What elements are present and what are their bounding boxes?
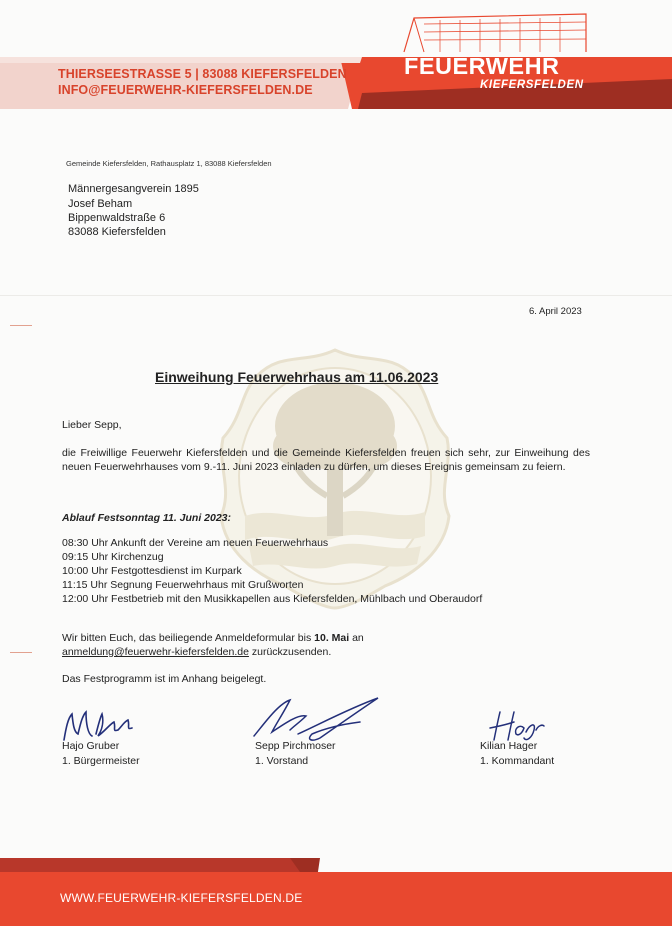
fire-station-logo-icon — [400, 10, 590, 54]
invitation-paragraph: die Freiwillige Feuerwehr Kiefersfelden und die Gemeinde Kiefersfelden freuen sich sehr, zur Einweihung des neuen Feuerwehrhauses vom 9.-11. Juni 2023 einladen zu dürfen, um dieses Ereignis gemeinsam zu feiern. — [62, 447, 590, 473]
signatory-role: 1. Bürgermeister — [62, 755, 140, 767]
schedule-item: 11:15 Uhr Segnung Feuerwehrhaus mit Grußworten — [62, 579, 304, 591]
crest-watermark-icon — [215, 346, 455, 611]
request-line-2 — [62, 646, 331, 658]
header-address: THIERSEESTRASSE 5 | 83088 KIEFERSFELDEN — [58, 67, 347, 81]
request-deadline: 10. Mai — [314, 632, 350, 644]
fold-line — [0, 295, 672, 296]
request-text-1: Wir bitten Euch, das beiliegende Anmeldeformular bis — [62, 632, 315, 644]
recipient-line-4: 83088 Kiefersfelden — [68, 226, 166, 238]
salutation: Lieber Sepp, — [62, 419, 122, 431]
recipient-line-3: Bippenwaldstraße 6 — [68, 212, 166, 224]
logo-subtitle: KIEFERSFELDEN — [480, 79, 584, 91]
attachment-note: Das Festprogramm ist im Anhang beigelegt. — [62, 673, 267, 685]
signatory-role: 1. Vorstand — [255, 755, 309, 767]
signature-hager-icon — [484, 708, 546, 744]
signatory-name: Sepp Pirchmoser — [255, 740, 336, 752]
signature-pirchmoser-icon — [250, 694, 385, 746]
schedule-item: 08:30 Uhr Ankunft der Vereine am neuen Feuerwehrhaus — [62, 537, 329, 549]
header-email: INFO@FEUERWEHR-KIEFERSFELDEN.DE — [58, 83, 313, 97]
schedule-item: 10:00 Uhr Festgottesdienst im Kurpark — [62, 565, 242, 577]
recipient-line-1: Männergesangverein 1895 — [68, 183, 199, 195]
letter-subject: Einweihung Feuerwehrhaus am 11.06.2023 — [155, 369, 439, 385]
schedule-item: 09:15 Uhr Kirchenzug — [62, 551, 164, 563]
signatory-name: Kilian Hager — [480, 740, 538, 752]
registration-email-link[interactable]: anmeldung@feuerwehr-kiefersfelden.de — [62, 646, 249, 658]
punch-mark — [10, 652, 32, 653]
recipient-line-2: Josef Beham — [68, 198, 133, 210]
sender-line: Gemeinde Kiefersfelden, Rathausplatz 1, 83088 Kiefersfelden — [66, 159, 272, 168]
fold-mark — [10, 325, 32, 326]
logo-title: FEUERWEHR — [404, 53, 560, 79]
request-text-3: zurückzusenden. — [248, 646, 332, 658]
schedule-heading: Ablauf Festsonntag 11. Juni 2023: — [62, 512, 232, 524]
footer-website-link[interactable]: WWW.FEUERWEHR-KIEFERSFELDEN.DE — [60, 891, 303, 905]
request-text-2: an — [349, 632, 364, 644]
letter-date: 6. April 2023 — [529, 306, 582, 317]
request-line — [62, 632, 364, 644]
schedule-item: 12:00 Uhr Festbetrieb mit den Musikkapellen aus Kiefersfelden, Mühlbach und Oberaudorf — [62, 593, 483, 605]
signatory-name: Hajo Gruber — [62, 740, 120, 752]
signatory-role: 1. Kommandant — [480, 755, 555, 767]
